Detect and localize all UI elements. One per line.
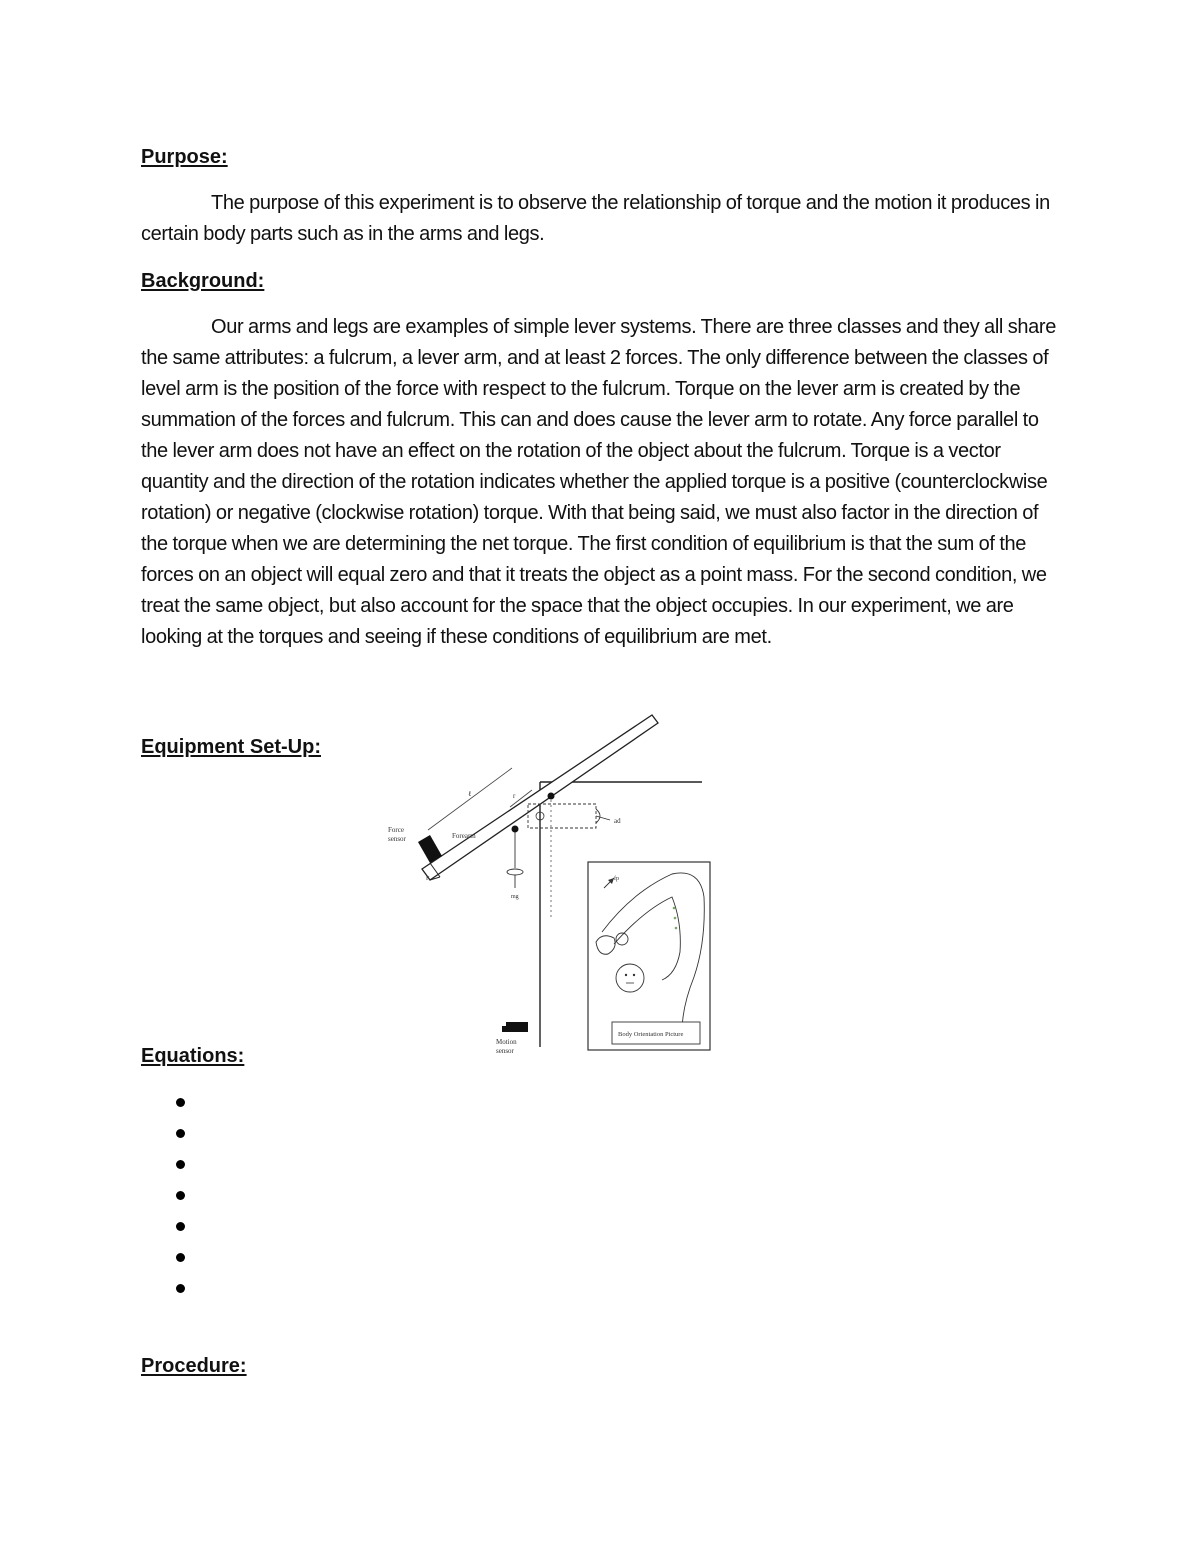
inset-eye-left bbox=[625, 974, 627, 976]
ad-arrow bbox=[596, 816, 610, 820]
r-label: r bbox=[513, 792, 516, 800]
body-orientation-label: Body Orientation Picture bbox=[618, 1031, 684, 1038]
purpose-heading: Purpose: bbox=[141, 146, 228, 168]
equation-bullet bbox=[176, 1160, 185, 1169]
equation-bullet bbox=[176, 1191, 185, 1200]
force-sensor-label-2: sensor bbox=[388, 835, 406, 843]
equation-bullet bbox=[176, 1284, 185, 1293]
forearm-label: Forearm bbox=[452, 832, 476, 840]
background-heading: Background: bbox=[141, 270, 265, 292]
background-paragraph: Our arms and legs are examples of simple lever systems. There are three classes and they all share the same attributes: a fulcrum, a lever arm, and at least 2 forces. The only difference between the classes of level arm is the position of the force with respect to the fulcrum. Torque on the lever arm is created by the summation of the forces and fulcrum. This can and does cause the lever arm to rotate. Any force parallel to the lever arm does not have an effect on the rotation of the object about the fulcrum. Torque is a vector quantity and the direction of the rotation indicates whether the applied torque is a positive (counterclockwise rotation) or negative (clockwise rotation) torque. With that being said, we must also factor in the direction of the torque when we are determining the net torque. The first condition of equilibrium is that the sum of the forces on an object will equal zero and that it treats the object as a point mass. For the second condition, we treat the same object, but also account for the space that the object occupies. In our experiment, we are looking at the torques and seeing if these conditions of equilibrium are met. bbox=[141, 316, 1057, 648]
pivot-lower bbox=[512, 826, 519, 833]
pivot-upper bbox=[548, 793, 555, 800]
muscle-box bbox=[528, 804, 596, 828]
equation-bullet bbox=[176, 1098, 185, 1107]
inset-eye-right bbox=[633, 974, 635, 976]
weight-disc bbox=[507, 869, 523, 875]
purpose-paragraph: The purpose of this experiment is to observe the relationship of torque and the motion it produces in certain body parts such as in the arms and legs. bbox=[141, 192, 1050, 245]
equation-bullet bbox=[176, 1253, 185, 1262]
f-label: F bbox=[426, 876, 430, 882]
muscle-dot-1 bbox=[673, 907, 676, 910]
force-sensor-label-1: Force bbox=[388, 826, 404, 834]
motion-sensor-label-1: Motion bbox=[496, 1038, 517, 1046]
fp-label: fp bbox=[614, 876, 619, 882]
procedure-heading: Procedure: bbox=[141, 1355, 247, 1377]
equipment-setup-diagram bbox=[382, 712, 732, 1062]
equipment-heading: Equipment Set-Up: bbox=[141, 736, 321, 758]
equations-heading: Equations: bbox=[141, 1045, 245, 1067]
ad-label: ad bbox=[614, 817, 621, 825]
motion-sensor-base bbox=[502, 1026, 508, 1032]
l-label: ℓ bbox=[468, 790, 472, 798]
motion-sensor-label-2: sensor bbox=[496, 1047, 514, 1055]
equipment-setup-figure bbox=[382, 712, 732, 1062]
equation-bullet bbox=[176, 1222, 185, 1231]
mg-label: mg bbox=[511, 894, 519, 900]
motion-sensor-block bbox=[506, 1022, 528, 1032]
equation-bullet bbox=[176, 1129, 185, 1138]
muscle-dot-2 bbox=[674, 917, 677, 920]
muscle-dot-3 bbox=[675, 927, 678, 930]
